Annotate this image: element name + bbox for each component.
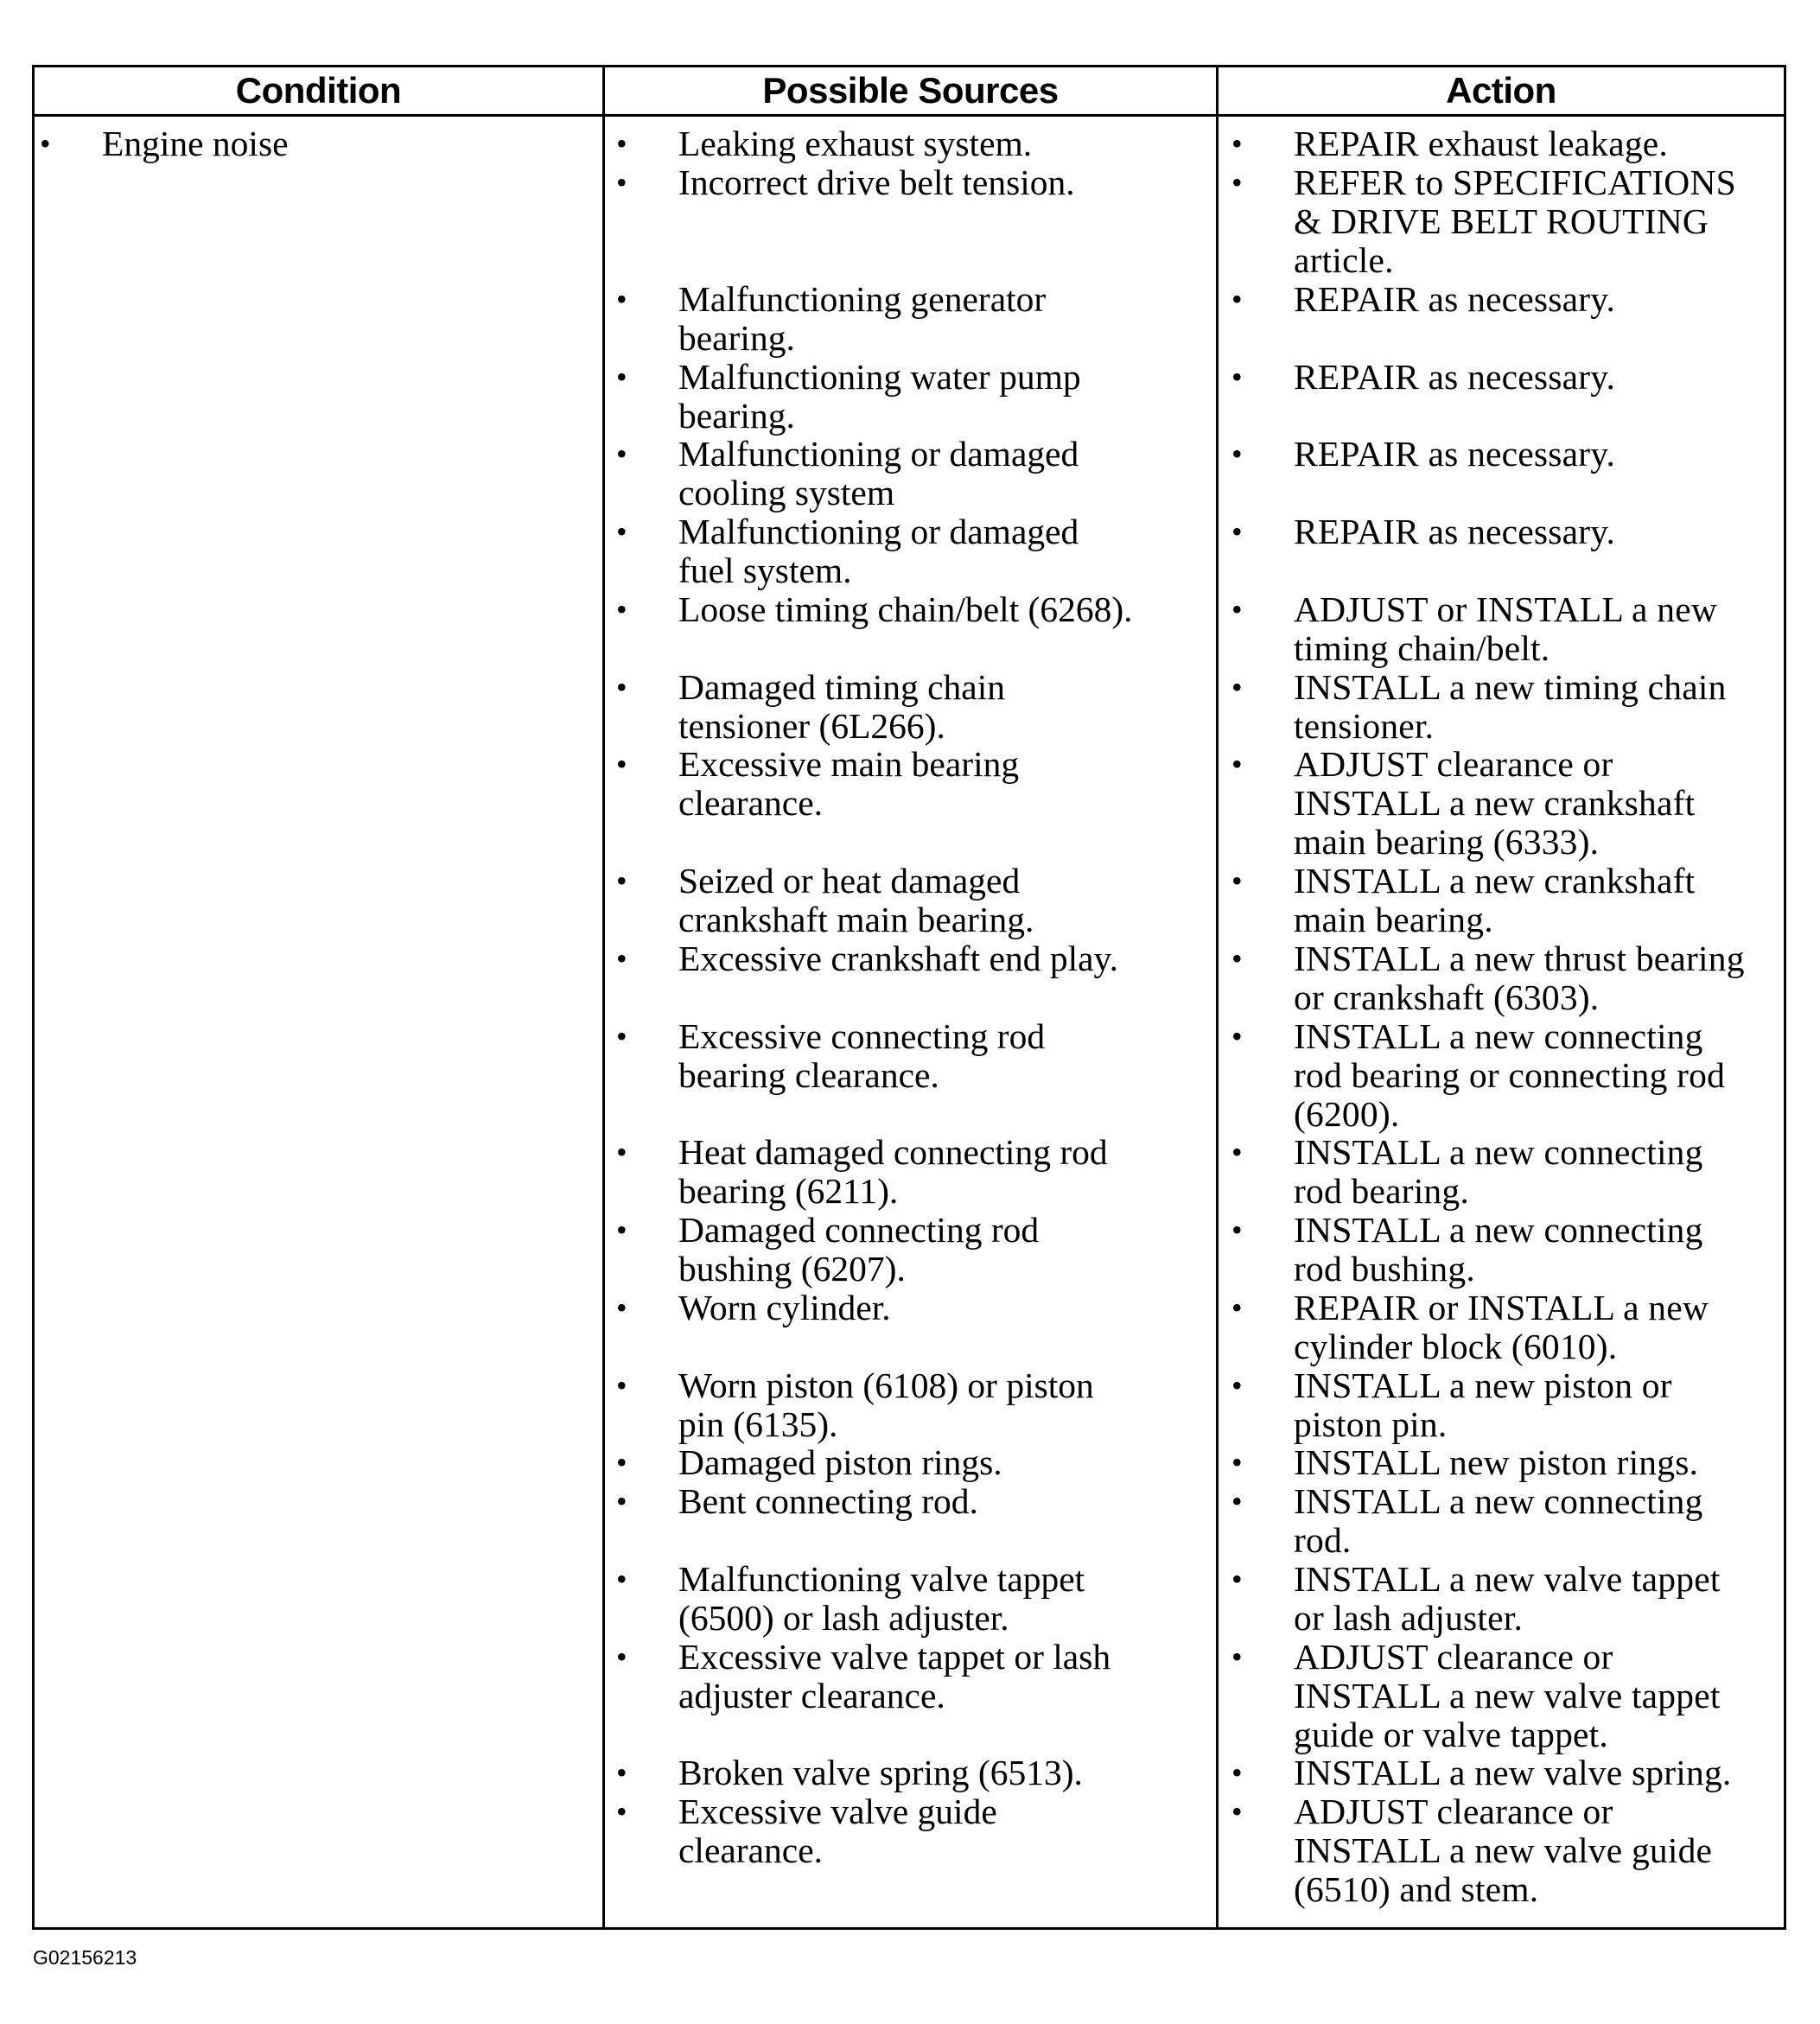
source-item-text: Worn piston (6108) or piston pin (6135).	[678, 1365, 1094, 1444]
source-item-text: Malfunctioning water pump bearing.	[678, 357, 1081, 436]
bullet: •	[1231, 1019, 1243, 1053]
source-item-text: Incorrect drive belt tension.	[678, 162, 1075, 202]
source-item-text: Excessive valve tappet or lash adjuster clearance.	[678, 1637, 1111, 1715]
source-item-text: Damaged piston rings.	[678, 1442, 1002, 1482]
source-item-text: Excessive connecting rod bearing clearance.	[678, 1016, 1046, 1095]
bullet: •	[1231, 863, 1243, 898]
action-item	[1231, 1482, 1785, 1560]
bullet: •	[1231, 747, 1243, 781]
source-item	[616, 1289, 1212, 1327]
bullet: •	[1231, 1368, 1243, 1403]
bullet: •	[40, 126, 51, 161]
action-item	[1231, 124, 1785, 163]
bullet: •	[616, 360, 627, 394]
bullet: •	[616, 592, 627, 627]
source-item	[616, 280, 1212, 358]
bullet: •	[1231, 1484, 1243, 1518]
bullet: •	[616, 436, 627, 471]
action-item-text: ADJUST clearance or INSTALL a new valve tappet guide or valve tappet.	[1294, 1637, 1721, 1754]
bullet: •	[616, 1212, 627, 1247]
bullet: •	[1231, 1755, 1243, 1790]
source-item	[616, 1792, 1212, 1870]
source-item	[616, 1753, 1212, 1792]
action-item	[1231, 1560, 1785, 1638]
source-item-text: Leaking exhaust system.	[678, 124, 1033, 163]
source-item	[616, 862, 1212, 939]
source-item-text: Malfunctioning generator bearing.	[678, 279, 1047, 358]
action-item	[1231, 1366, 1785, 1444]
bullet: •	[616, 863, 627, 898]
action-item	[1231, 1289, 1785, 1366]
source-item-text: Damaged connecting rod bushing (6207).	[678, 1210, 1040, 1289]
action-item-text: REPAIR as necessary.	[1294, 279, 1616, 319]
action-item	[1231, 1753, 1785, 1792]
bullet: •	[1231, 360, 1243, 394]
source-item	[616, 124, 1212, 163]
source-item	[616, 512, 1212, 590]
action-item-text: INSTALL a new timing chain tensioner.	[1294, 667, 1727, 746]
action-item	[1231, 1133, 1785, 1211]
action-item	[1231, 163, 1785, 279]
bullet: •	[1231, 1445, 1243, 1480]
bullet: •	[1231, 514, 1243, 549]
action-item-text: REPAIR exhaust leakage.	[1294, 124, 1668, 163]
bullet: •	[1231, 1290, 1243, 1325]
action-item-text: INSTALL a new valve spring.	[1294, 1753, 1732, 1792]
source-item-text: Damaged timing chain tensioner (6L266).	[678, 667, 1005, 746]
figure-id: G02156213	[33, 1946, 137, 1969]
source-item-text: Loose timing chain/belt (6268).	[678, 589, 1133, 629]
action-item-text: INSTALL a new connecting rod bearing or connecting rod (6200).	[1294, 1016, 1726, 1134]
source-item	[616, 1482, 1212, 1521]
action-item	[1231, 358, 1785, 397]
action-item	[1231, 435, 1785, 474]
source-item	[616, 745, 1212, 823]
header-action: Action	[1446, 70, 1556, 111]
action-item	[1231, 1638, 1785, 1753]
bullet: •	[1231, 1135, 1243, 1169]
source-item	[616, 1133, 1212, 1211]
bullet: •	[616, 1562, 627, 1596]
action-item-text: INSTALL a new connecting rod bushing.	[1294, 1210, 1703, 1289]
action-item	[1231, 512, 1785, 551]
source-item-text: Seized or heat damaged crankshaft main bearing.	[678, 861, 1034, 939]
bullet: •	[616, 747, 627, 781]
bullet: •	[1231, 282, 1243, 316]
action-item	[1231, 590, 1785, 668]
action-item-text: ADJUST clearance or INSTALL a new crankshaft main bearing (6333).	[1294, 744, 1696, 862]
source-item	[616, 1211, 1212, 1289]
bullet: •	[616, 1755, 627, 1790]
bullet: •	[616, 1368, 627, 1403]
bullet: •	[616, 514, 627, 549]
action-item	[1231, 939, 1785, 1017]
bullet: •	[1231, 126, 1243, 161]
action-item	[1231, 1792, 1785, 1908]
action-item	[1231, 1211, 1785, 1289]
condition-text: Engine noise	[102, 124, 289, 163]
action-item	[1231, 745, 1785, 861]
action-item-text: INSTALL a new connecting rod.	[1294, 1481, 1703, 1560]
source-item-text: Excessive main bearing clearance.	[678, 744, 1020, 823]
action-item-text: REPAIR as necessary.	[1294, 512, 1616, 551]
bullet: •	[616, 1019, 627, 1053]
column-divider-1	[602, 67, 605, 1927]
bullet: •	[616, 1639, 627, 1674]
source-item	[616, 590, 1212, 629]
action-item-text: ADJUST clearance or INSTALL a new valve guide (6510) and stem.	[1294, 1792, 1713, 1909]
source-item-text: Heat damaged connecting rod bearing (6211).	[678, 1132, 1108, 1211]
action-item	[1231, 1443, 1785, 1482]
bullet: •	[616, 1445, 627, 1480]
action-item-text: ADJUST or INSTALL a new timing chain/belt.	[1294, 589, 1717, 668]
bullet: •	[1231, 436, 1243, 471]
action-item-text: INSTALL a new crankshaft main bearing.	[1294, 861, 1696, 939]
source-item	[616, 1017, 1212, 1095]
action-item-text: INSTALL a new connecting rod bearing.	[1294, 1132, 1703, 1211]
action-item-text: INSTALL a new thrust bearing or crankshaft (6303).	[1294, 939, 1745, 1017]
source-item	[616, 668, 1212, 746]
source-item	[616, 1443, 1212, 1482]
source-item-text: Bent connecting rod.	[678, 1481, 978, 1521]
bullet: •	[1231, 165, 1243, 200]
source-item	[616, 435, 1212, 512]
bullet: •	[1231, 941, 1243, 976]
source-item	[616, 1638, 1212, 1715]
bullet: •	[1231, 1562, 1243, 1596]
action-item-text: REPAIR as necessary.	[1294, 434, 1616, 474]
bullet: •	[616, 165, 627, 200]
source-item-text: Malfunctioning or damaged fuel system.	[678, 512, 1079, 590]
header-divider	[35, 114, 1784, 117]
bullet: •	[1231, 670, 1243, 704]
bullet: •	[616, 1484, 627, 1518]
source-item	[616, 163, 1212, 202]
bullet: •	[616, 941, 627, 976]
action-item-text: INSTALL new piston rings.	[1294, 1442, 1699, 1482]
source-item	[616, 939, 1212, 978]
bullet: •	[616, 1290, 627, 1325]
action-item-text: REPAIR or INSTALL a new cylinder block (6010).	[1294, 1288, 1709, 1366]
bullet: •	[616, 126, 627, 161]
bullet: •	[616, 1794, 627, 1829]
action-item-text: REFER to SPECIFICATIONS & DRIVE BELT ROUTING article.	[1294, 162, 1736, 280]
action-item-text: INSTALL a new piston or piston pin.	[1294, 1365, 1672, 1444]
bullet: •	[616, 670, 627, 704]
source-item-text: Excessive crankshaft end play.	[678, 939, 1118, 978]
bullet: •	[616, 1135, 627, 1169]
source-item	[616, 1366, 1212, 1444]
source-item	[616, 358, 1212, 436]
source-item-text: Broken valve spring (6513).	[678, 1753, 1083, 1792]
source-item-text: Malfunctioning valve tappet (6500) or lash adjuster.	[678, 1559, 1085, 1638]
column-divider-2	[1216, 67, 1219, 1927]
bullet: •	[616, 282, 627, 316]
bullet: •	[1231, 1212, 1243, 1247]
source-item-text: Worn cylinder.	[678, 1288, 891, 1327]
action-item-text: INSTALL a new valve tappet or lash adjuster.	[1294, 1559, 1721, 1638]
source-item-text: Malfunctioning or damaged cooling system	[678, 434, 1079, 512]
header-possible-sources: Possible Sources	[762, 70, 1059, 111]
action-item-text: REPAIR as necessary.	[1294, 357, 1616, 397]
action-item	[1231, 862, 1785, 939]
bullet: •	[1231, 1794, 1243, 1829]
action-item	[1231, 668, 1785, 746]
header-condition: Condition	[235, 70, 402, 111]
bullet: •	[1231, 1639, 1243, 1674]
source-item	[616, 1560, 1212, 1638]
bullet: •	[1231, 592, 1243, 627]
action-item	[1231, 1017, 1785, 1133]
condition-item	[40, 124, 593, 163]
action-item	[1231, 280, 1785, 319]
source-item-text: Excessive valve guide clearance.	[678, 1792, 997, 1870]
diagnosis-table	[32, 65, 1786, 1930]
